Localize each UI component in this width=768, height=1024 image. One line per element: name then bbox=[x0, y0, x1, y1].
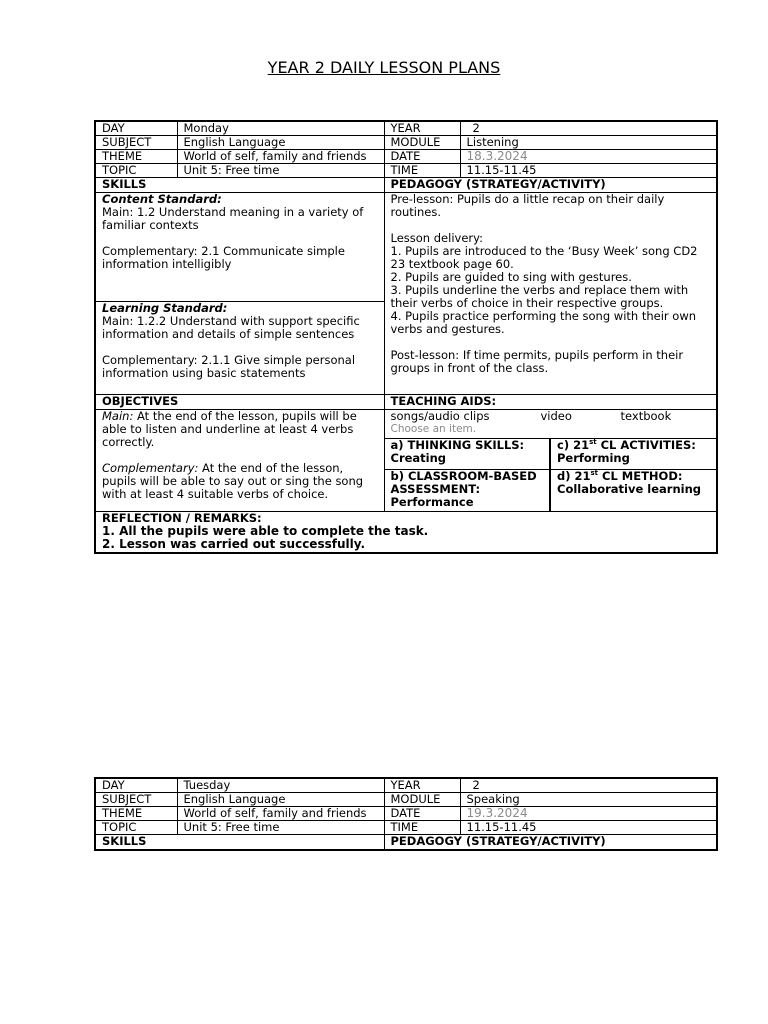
topic-label: TOPIC bbox=[95, 164, 177, 178]
teaching-aid-video[interactable]: video bbox=[540, 409, 572, 423]
topic-value[interactable]: Unit 5: Free time bbox=[177, 164, 384, 178]
content-standard-label: Content Standard: bbox=[102, 192, 222, 206]
learning-standard-main: Main: 1.2.2 Understand with support specific information and details of simple sentences bbox=[102, 314, 360, 341]
year-value[interactable]: 2 bbox=[460, 778, 717, 793]
skills-header: SKILLS bbox=[95, 178, 384, 193]
time-value[interactable]: 11.15-11.45 bbox=[460, 164, 717, 178]
subject-label: SUBJECT bbox=[95, 136, 177, 150]
assessment-cell[interactable] bbox=[384, 470, 550, 512]
date-label: DATE bbox=[384, 150, 460, 164]
subject-value[interactable]: English Language bbox=[177, 793, 384, 807]
lesson-plan-monday bbox=[94, 120, 718, 554]
cl-method-cell[interactable]: d) 21st CL METHOD: Collaborative learning bbox=[550, 470, 717, 512]
year-label: YEAR bbox=[384, 121, 460, 136]
teaching-aid-textbook[interactable]: textbook bbox=[620, 409, 672, 423]
content-standard-cell[interactable] bbox=[95, 193, 384, 302]
learning-standard-label: Learning Standard: bbox=[102, 301, 228, 315]
lesson-step: 2. Pupils are guided to sing with gestures. bbox=[390, 270, 632, 284]
objective-comp-text: At the end of the lesson, pupils will be able to say out or sing the song with at least 4 suitable verbs of choice. bbox=[102, 461, 364, 501]
time-label: TIME bbox=[384, 164, 460, 178]
theme-value[interactable]: World of self, family and friends bbox=[177, 150, 384, 164]
lesson-step: 1. Pupils are introduced to the ‘Busy Week’ song CD2 23 textbook page 60. bbox=[390, 244, 698, 271]
date-value[interactable]: 19.3.2024 bbox=[460, 807, 717, 821]
learning-standard-cell[interactable] bbox=[95, 302, 384, 395]
pre-lesson-text: Pre-lesson: Pupils do a little recap on their daily routines. bbox=[390, 192, 665, 219]
module-value[interactable]: Speaking bbox=[460, 793, 717, 807]
topic-value[interactable]: Unit 5: Free time bbox=[177, 821, 384, 835]
lesson-delivery-label: Lesson delivery: bbox=[390, 231, 483, 245]
thinking-skills-cell[interactable] bbox=[384, 439, 550, 470]
learning-standard-complementary: Complementary: 2.1.1 Give simple personal information using basic statements bbox=[102, 353, 356, 380]
thinking-skills-value: Creating bbox=[390, 451, 447, 465]
pedagogy-cell[interactable] bbox=[384, 193, 717, 395]
day-label: DAY bbox=[95, 121, 177, 136]
objective-main-label: Main: bbox=[102, 409, 134, 423]
date-value[interactable]: 18.3.2024 bbox=[460, 150, 717, 164]
year-value[interactable]: 2 bbox=[460, 121, 717, 136]
teaching-aids-cell[interactable] bbox=[384, 410, 717, 439]
time-label: TIME bbox=[384, 821, 460, 835]
theme-value[interactable]: World of self, family and friends bbox=[177, 807, 384, 821]
objectives-cell[interactable] bbox=[95, 410, 384, 512]
page-title: YEAR 2 DAILY LESSON PLANS bbox=[267, 58, 501, 77]
theme-label: THEME bbox=[95, 150, 177, 164]
post-lesson-text: Post-lesson: If time permits, pupils perform in their groups in front of the class. bbox=[390, 348, 684, 375]
assessment-value: Performance bbox=[390, 495, 474, 509]
choose-item-placeholder[interactable]: Choose an item. bbox=[390, 423, 477, 435]
reflection-label: REFLECTION / REMARKS: bbox=[102, 511, 262, 525]
content-standard-main: Main: 1.2 Understand meaning in a variety of familiar contexts bbox=[102, 205, 364, 232]
teaching-aids-header: TEACHING AIDS: bbox=[384, 395, 717, 410]
theme-label: THEME bbox=[95, 807, 177, 821]
skills-header: SKILLS bbox=[95, 835, 384, 850]
day-value[interactable]: Monday bbox=[177, 121, 384, 136]
day-label: DAY bbox=[95, 778, 177, 793]
assessment-label-2: ASSESSMENT: bbox=[390, 482, 481, 496]
thinking-skills-label: a) THINKING SKILLS: bbox=[390, 438, 525, 452]
reflection-item: 1. All the pupils were able to complete the task. bbox=[102, 524, 429, 538]
date-label: DATE bbox=[384, 807, 460, 821]
objective-main-text: At the end of the lesson, pupils will be able to listen and underline at least 4 verbs correctly. bbox=[102, 409, 357, 449]
topic-label: TOPIC bbox=[95, 821, 177, 835]
lesson-step: 4. Pupils practice performing the song with their own verbs and gestures. bbox=[390, 309, 697, 336]
reflection-cell[interactable] bbox=[95, 512, 717, 553]
module-label: MODULE bbox=[384, 793, 460, 807]
pedagogy-header: PEDAGOGY (STRATEGY/ACTIVITY) bbox=[384, 835, 717, 850]
objective-comp-label: Complementary: bbox=[102, 461, 199, 475]
day-value[interactable]: Tuesday bbox=[177, 778, 384, 793]
year-label: YEAR bbox=[384, 778, 460, 793]
module-value[interactable]: Listening bbox=[460, 136, 717, 150]
objectives-header: OBJECTIVES bbox=[95, 395, 384, 410]
pedagogy-header: PEDAGOGY (STRATEGY/ACTIVITY) bbox=[384, 178, 717, 193]
time-value[interactable]: 11.15-11.45 bbox=[460, 821, 717, 835]
module-label: MODULE bbox=[384, 136, 460, 150]
subject-label: SUBJECT bbox=[95, 793, 177, 807]
subject-value[interactable]: English Language bbox=[177, 136, 384, 150]
cl-activities-value: Performing bbox=[557, 451, 630, 465]
cl-method-value: Collaborative learning bbox=[557, 482, 702, 496]
lesson-plan-tuesday bbox=[94, 777, 718, 851]
reflection-item: 2. Lesson was carried out successfully. bbox=[102, 537, 365, 551]
assessment-label-1: b) CLASSROOM-BASED bbox=[390, 469, 537, 483]
teaching-aid-audio[interactable]: songs/audio clips bbox=[390, 409, 490, 423]
content-standard-complementary: Complementary: 2.1 Communicate simple information intelligibly bbox=[102, 244, 345, 271]
cl-activities-cell[interactable]: c) 21st CL ACTIVITIES: Performing bbox=[550, 439, 717, 470]
lesson-step: 3. Pupils underline the verbs and replace them with their verbs of choice in their respective groups. bbox=[390, 283, 689, 310]
